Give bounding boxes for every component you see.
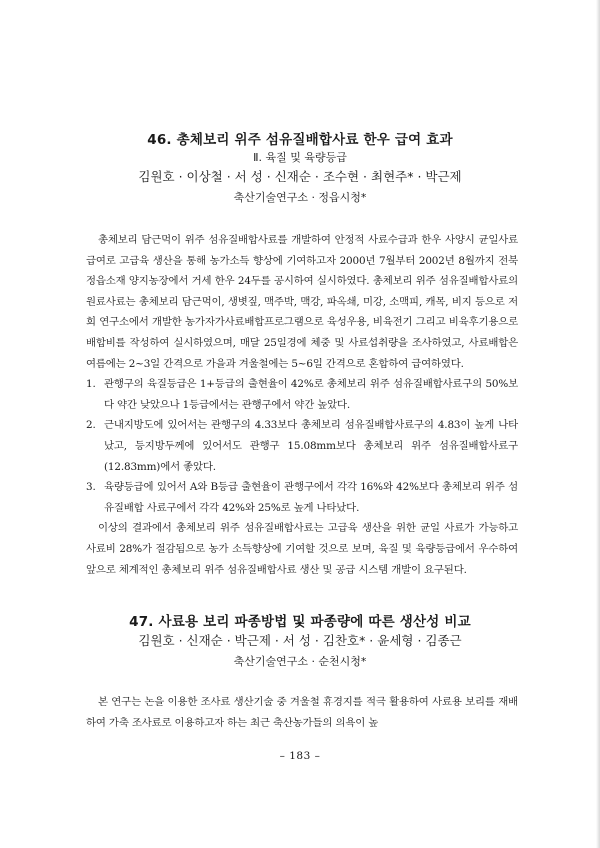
- section-47-body: [86, 692, 518, 733]
- finding-1-number: 1.: [86, 378, 96, 391]
- page-number: – 183 –: [279, 750, 321, 762]
- section-46-body: [86, 230, 518, 580]
- scan-edge: [596, 0, 600, 848]
- finding-3-number: 3.: [86, 481, 96, 494]
- section-46-intro: 총체보리 담근먹이 위주 섬유질배합사료를 개발하여 안정적 사료수급과 한우 사양시 균일사료 급여로 고급육 생산을 통해 농가소득 향상에 기여하고자 2000년 7월부터 2002년 8월까지 전북 정읍소재 양지농장에서 거세 한우 24두를 공시하여 실시하였다. 총체보리 위주 섬유질배합사료의 원료사료는 총체보리 담근먹이, 생볏짚, 맥주박, 맥강, 파옥쇄, 미강, 소맥피, 캐목, 비지 등으로 저희 연구소에서 개발한 농가자가사료배합프로그램으로 육성우용, 비육전기 그리고 비육후기용으로 배합비를 작성하여 실시하였으며, 매달 25일경에 체중 및 사료섭취량을 조사하였고, 사료배합은 여름에는 2~3일 간격으로 가을과 겨울철에는 5~6일 간격으로 혼합하여 급여하였다.: [86, 234, 518, 370]
- finding-3: [86, 477, 518, 518]
- section-46-conclusion: 이상의 결과에서 총체보리 위주 섬유질배합사료는 고급육 생산을 위한 균일 사료가 가능하고 사료비 28%가 절감됨으로 농가 소득향상에 기여할 것으로 보며, 육질 및 육량등급에서 우수하여 앞으로 체계적인 총체보리 위주 섬유질배합사료 생산 및 공급 시스템 개발이 요구된다.: [86, 522, 518, 576]
- section-46-affiliation: 축산기술연구소 · 정읍시청*: [233, 191, 367, 204]
- section-46-authors: 김원호 · 이상철 · 서 성 · 신재순 · 조수현 · 최현주* · 박근제: [138, 169, 462, 184]
- section-47-affiliation: 축산기술연구소 · 순천시청*: [233, 655, 367, 668]
- finding-2-number: 2.: [86, 419, 96, 432]
- finding-2-text: 근내지방도에 있어서는 관행구의 4.33보다 총체보리 섬유질배합사료구의 4.83이 높게 나타났고, 등지방두께에 있어서도 관행구 15.08mm보다 총체보리 위주 섬유질배합사료구(12.83mm)에서 좋았다.: [104, 419, 518, 473]
- section-46-subtitle: Ⅱ. 육질 및 육량등급: [253, 151, 347, 164]
- finding-2: [86, 415, 518, 477]
- section-46-title: 46. 총체보리 위주 섬유질배합사료 한우 급여 효과: [147, 132, 453, 148]
- finding-1: [86, 374, 518, 415]
- section-47-authors: 김원호 · 신재순 · 박근제 · 서 성 · 김찬호* · 윤세형 · 김종근: [138, 633, 462, 648]
- section-47-intro: 본 연구는 논을 이용한 조사료 생산기술 중 겨울철 휴경지를 적극 활용하여 사료용 보리를 재배하여 가축 조사료로 이용하고자 하는 최근 축산농가들의 의욕이 높: [86, 696, 518, 729]
- section-47-title: 47. 사료용 보리 파종방법 및 파종량에 따른 생산성 비교: [129, 614, 471, 630]
- finding-3-text: 육량등급에 있어서 A와 B등급 출현율이 관행구에서 각각 16%와 42%보다 총체보리 위주 섬유질배합 사료구에서 각각 42%와 25%로 높게 나타났다.: [104, 481, 518, 514]
- finding-1-text: 관행구의 육질등급은 1+등급의 출현율이 42%로 총체보리 위주 섬유질배합사료구의 50%보다 약간 낮았으나 1등급에서는 관행구에서 약간 높았다.: [104, 378, 518, 411]
